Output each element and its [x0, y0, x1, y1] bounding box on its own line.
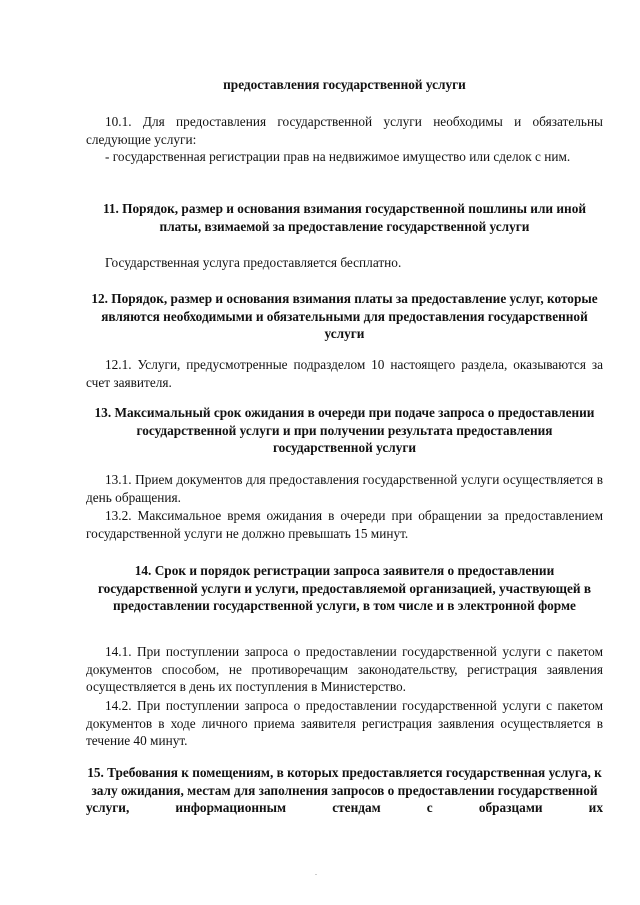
- section-heading-continuation: предоставления государственной услуги: [223, 77, 466, 92]
- section-heading-13: 13. Максимальный срок ожидания в очереди при подаче запроса о предоставлении государственной услуги и при получении результата предоставления государственной услуги: [94, 405, 595, 456]
- paragraph-10-1-item: - государственная регистрации прав на недвижимое имущество или сделок с ним.: [105, 149, 571, 164]
- section-heading-11: 11. Порядок, размер и основания взимания государственной пошлины или иной платы, взимаемой за предоставление государственной услуги: [102, 201, 587, 234]
- paragraph-12-1: 12.1. Услуги, предусмотренные подразделом 10 настоящего раздела, оказываются за счет заявителя.: [86, 357, 603, 390]
- section-heading-14: 14. Срок и порядок регистрации запроса заявителя о предоставлении государственной услуги и услуги, предоставляемой организацией, участвующей в предоставлении государственной услуги, в том числе и в электронной форме: [97, 563, 592, 614]
- paragraph-14-1: 14.1. При поступлении запроса о предоставлении государственной услуги с пакетом документов способом, не противоречащим законодательству, регистрация заявления осуществляется в день их поступления в Министерство.: [86, 644, 603, 695]
- paragraph-13-2: 13.2. Максимальное время ожидания в очереди при обращении за предоставлением государственной услуги не должно превышать 15 минут.: [86, 508, 603, 541]
- scan-artifact-dot: [315, 874, 317, 875]
- paragraph-11: Государственная услуга предоставляется бесплатно.: [105, 255, 402, 270]
- section-heading-12: 12. Порядок, размер и основания взимания платы за предоставление услуг, которые являются необходимыми и обязательными для предоставления государственной услуги: [91, 291, 598, 342]
- section-heading-15: 15. Требования к помещениям, в которых предоставляется государственная услуга, к залу ожидания, местам для заполнения запросов о предоставлении государственной услуги, информационным стендам с образцами их: [86, 765, 603, 816]
- paragraph-13-1: 13.1. Прием документов для предоставления государственной услуги осуществляется в день обращения.: [86, 472, 603, 505]
- paragraph-10-1: 10.1. Для предоставления государственной услуги необходимы и обязательны следующие услуги:: [86, 114, 603, 147]
- paragraph-14-2: 14.2. При поступлении запроса о предоставлении государственной услуги с пакетом документов в ходе личного приема заявителя регистрация заявления осуществляется в течение 40 минут.: [86, 698, 603, 749]
